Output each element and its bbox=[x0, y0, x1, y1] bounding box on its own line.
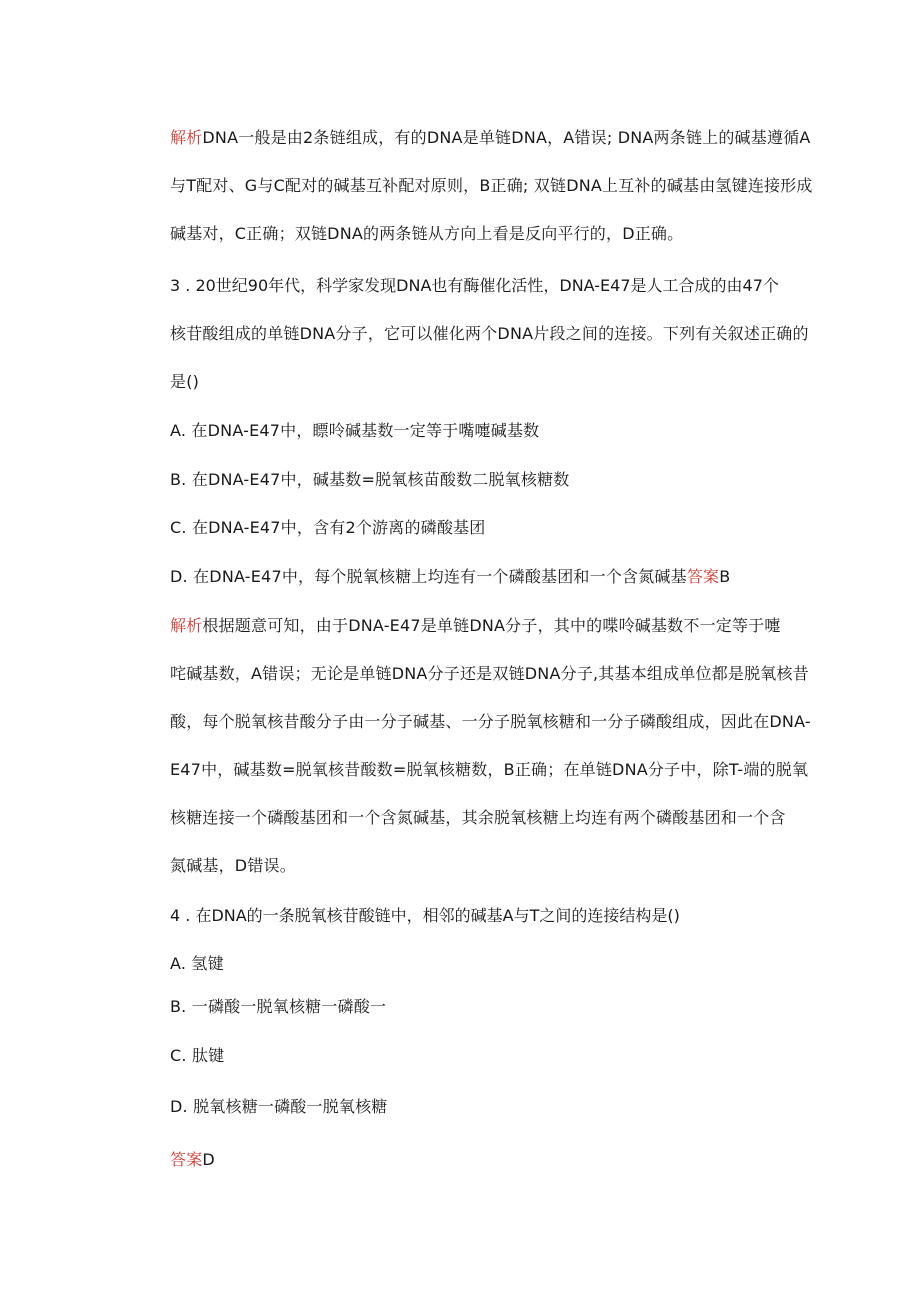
q3-answer-value: B bbox=[719, 567, 731, 586]
q3-analysis-line-3: 酸，每个脱氧核昔酸分子由一分子碱基、一分子脱氧核糖和一分子磷酸组成，因此在DNA- bbox=[170, 712, 811, 731]
q4-option-c: C. 肽键 bbox=[170, 1046, 225, 1065]
q3-option-b: B. 在DNA-E47中，碱基数=脱氧核苗酸数二脱氧核糖数 bbox=[170, 470, 570, 489]
q3-analysis-line-1 bbox=[170, 616, 781, 636]
q3-option-d-with-answer bbox=[170, 567, 730, 587]
q3-stem-line-3: 是() bbox=[170, 372, 200, 391]
answer-label: 答案 bbox=[170, 1150, 203, 1169]
q2-analysis-line-1 bbox=[170, 128, 811, 148]
q4-option-a: A. 氢键 bbox=[170, 954, 224, 973]
q3-analysis-line-2: 咤碱基数，A错误；无论是单链DNA分子还是双链DNA分子,其基本组成单位都是脱氧核昔 bbox=[170, 664, 809, 683]
q2-analysis-text-1: DNA一般是由2条链组成，有的DNA是单链DNA，A错误; DNA两条链上的碱基遵循A bbox=[202, 128, 811, 147]
q3-option-a: A. 在DNA-E47中，瞟呤碱基数一定等于嘴嚏碱基数 bbox=[170, 421, 540, 440]
q2-analysis-line-2: 与T配对、G与C配对的碱基互补配对原则，B正确; 双链DNA上互补的碱基由氢键连接形成 bbox=[170, 176, 813, 195]
q3-analysis-line-4: E47中，碱基数=脱氧核昔酸数=脱氧核糖数，B正确；在单链DNA分子中，除T-端的脱氧 bbox=[170, 760, 809, 779]
q3-analysis-line-5: 核糖连接一个磷酸基团和一个含氮碱基，其余脱氧核糖上均连有两个磷酸基团和一个含 bbox=[170, 808, 786, 827]
q4-option-d: D. 脱氧核糖一磷酸一脱氧核糖 bbox=[170, 1097, 388, 1116]
q4-option-b: B. 一磷酸一脱氧核糖一磷酸一 bbox=[170, 997, 387, 1016]
analysis-label: 解析 bbox=[170, 616, 203, 635]
q4-stem: 4 . 在DNA的一条脱氧核苷酸链中，相邻的碱基A与T之间的连接结构是() bbox=[170, 906, 680, 925]
q4-answer bbox=[170, 1150, 215, 1170]
q3-analysis-text-1: 根据题意可知，由于DNA-E47是单链DNA分子，其中的喋呤碱基数不一定等于嚏 bbox=[202, 616, 781, 635]
q3-stem-line-1: 3 . 20世纪90年代，科学家发现DNA也有酶催化活性，DNA-E47是人工合成的由47个 bbox=[170, 276, 779, 295]
q2-analysis-line-3: 碱基对，C正确；双链DNA的两条链从方向上看是反向平行的，D正确。 bbox=[170, 224, 684, 243]
answer-label: 答案 bbox=[686, 567, 720, 586]
q3-option-c: C. 在DNA-E47中，含有2个游离的磷酸基团 bbox=[170, 518, 486, 537]
q3-stem-line-2: 核苷酸组成的单链DNA分子，它可以催化两个DNA片段之间的连接。下列有关叙述正确的 bbox=[170, 324, 809, 343]
q3-option-d: D. 在DNA-E47中，每个脱氧核糖上均连有一个磷酸基团和一个含氮碱基 bbox=[170, 567, 687, 586]
analysis-label: 解析 bbox=[170, 128, 203, 147]
q3-analysis-line-6: 氮碱基，D错误。 bbox=[170, 856, 296, 875]
q4-answer-value: D bbox=[202, 1150, 215, 1169]
